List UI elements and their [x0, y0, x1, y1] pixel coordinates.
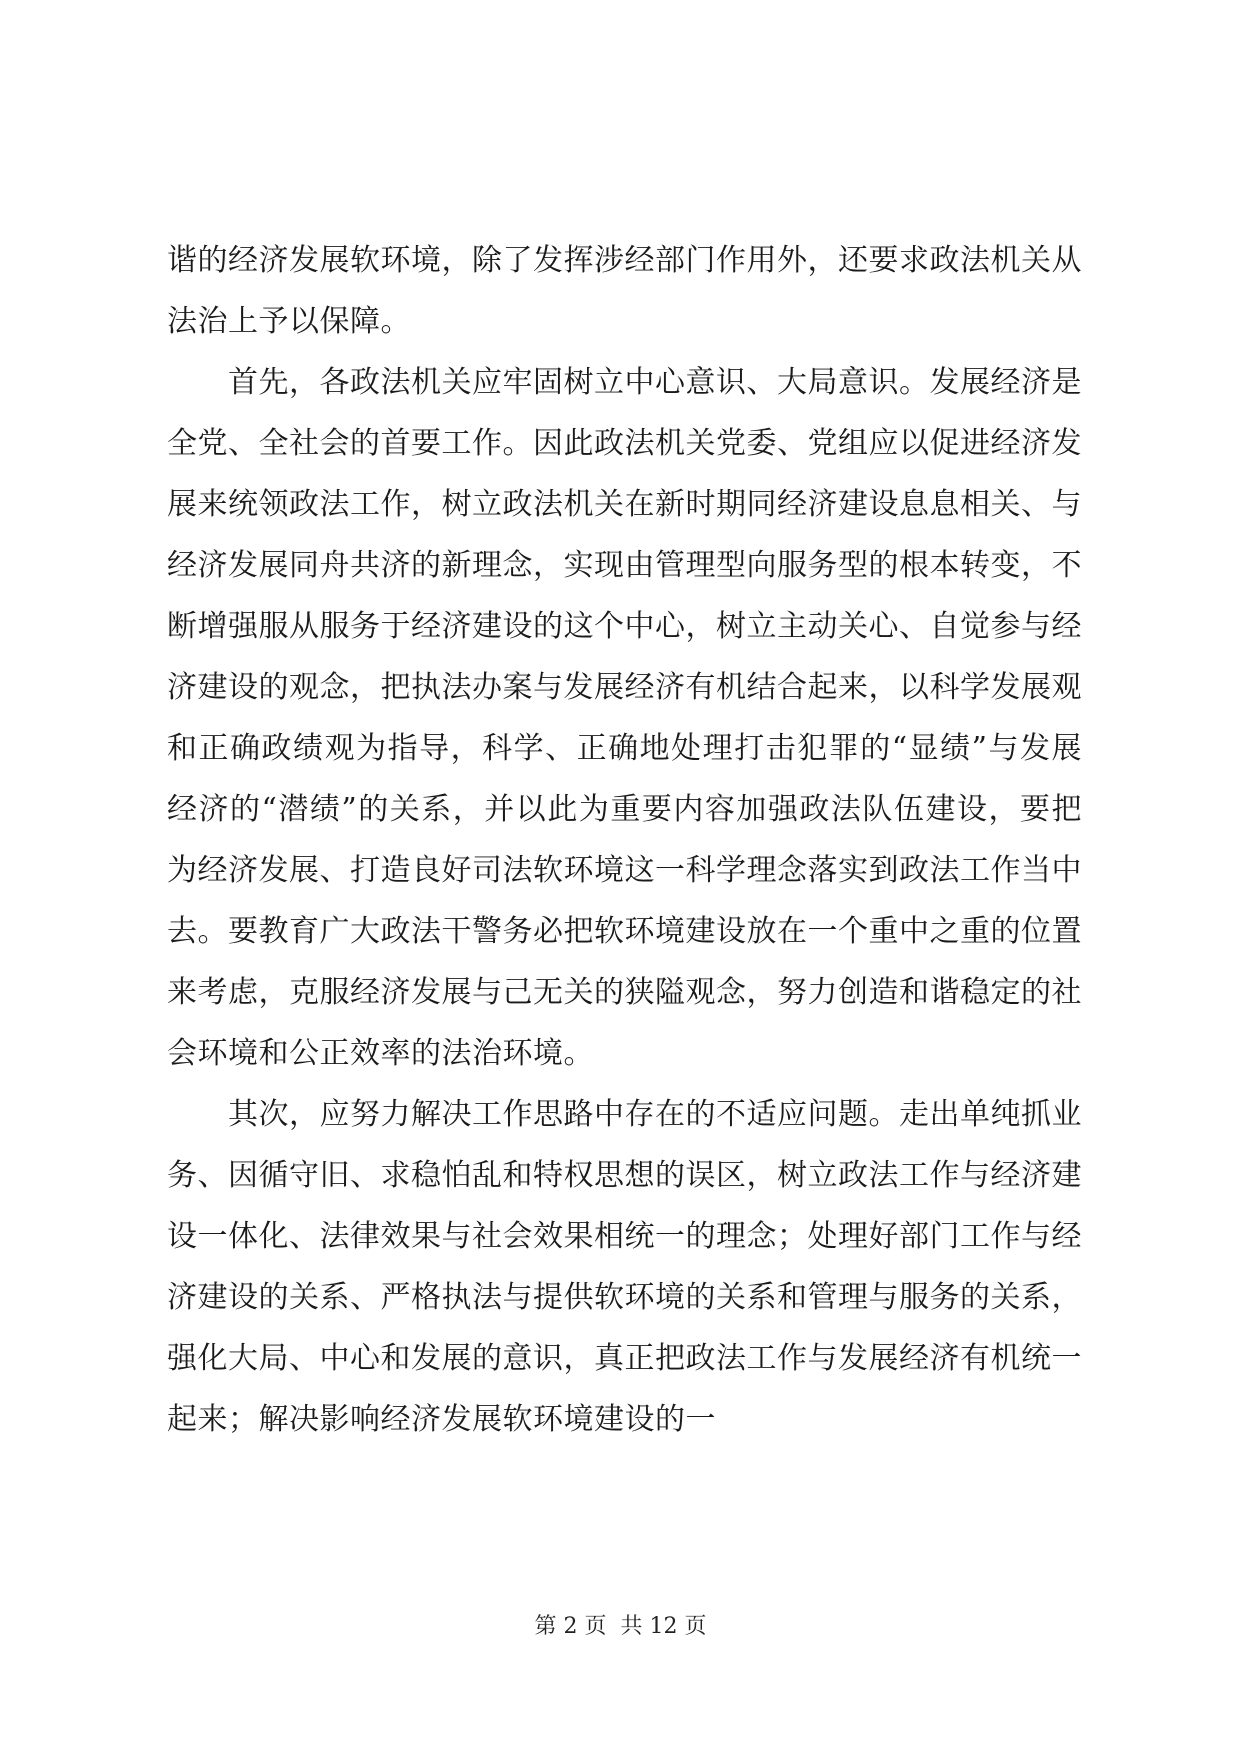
document-body — [167, 230, 1082, 1450]
paragraph-continuation: 谐的经济发展软环境，除了发挥涉经部门作用外，还要求政法机关从法治上予以保障。 — [167, 243, 1082, 339]
paragraph-first-point: 首先，各政法机关应牢固树立中心意识、大局意识。发展经济是全党、全社会的首要工作。因此政法机关党委、党组应以促进经济发展来统领政法工作，树立政法机关在新时期同经济建设息息相关、与经济发展同舟共济的新理念，实现由管理型向服务型的根本转变，不断增强服从服务于经济建设的这个中心，树立主动关心、自觉参与经济建设的观念，把执法办案与发展经济有机结合起来，以科学发展观和正确政绩观为指导，科学、正确地处理打击犯罪的“显绩”与发展经济的“潜绩”的关系，并以此为重要内容加强政法队伍建设，要把为经济发展、打造良好司法软环境这一科学理念落实到政法工作当中去。要教育广大政法干警务必把软环境建设放在一个重中之重的位置来考虑，克服经济发展与己无关的狭隘观念，努力创造和谐稳定的社会环境和公正效率的法治环境。 — [167, 365, 1082, 1071]
page-number-label: 第 2 页 共 12 页 — [534, 1614, 707, 1639]
page-footer — [0, 1612, 1241, 1642]
paragraph-second-point: 其次，应努力解决工作思路中存在的不适应问题。走出单纯抓业务、因循守旧、求稳怕乱和特权思想的误区，树立政法工作与经济建设一体化、法律效果与社会效果相统一的理念；处理好部门工作与经济建设的关系、严格执法与提供软环境的关系和管理与服务的关系，强化大局、中心和发展的意识，真正把政法工作与发展经济有机统一起来；解决影响经济发展软环境建设的一 — [167, 1097, 1082, 1437]
